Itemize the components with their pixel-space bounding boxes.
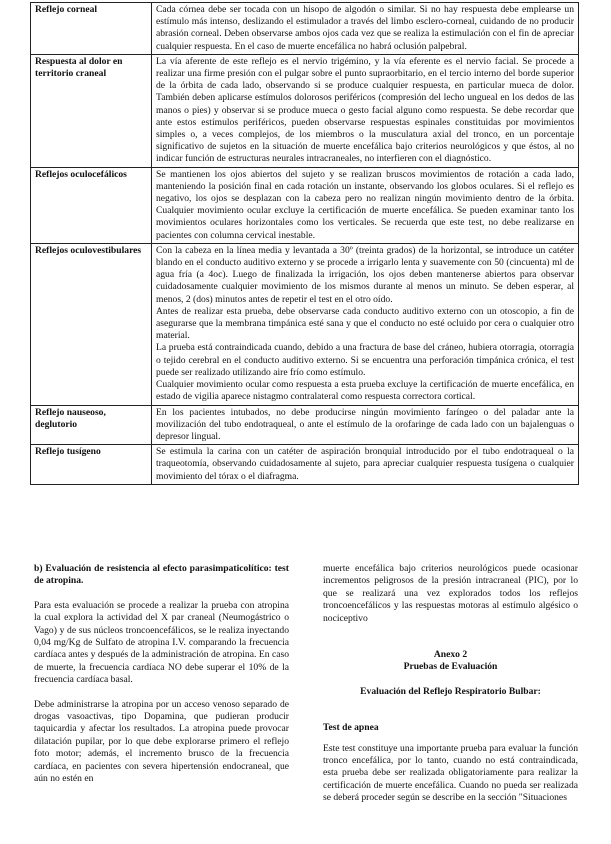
reflex-name: Reflejo nauseoso, deglutorio	[31, 405, 152, 445]
reflex-paragraph: Cualquier movimiento ocular como respuesta a esta prueba excluye la certificación de muerte encefálica, en estado de vigilia aparece nistagmo contralateral como respuesta correctora cortical.	[156, 379, 574, 403]
reflex-name: Reflejo corneal	[31, 3, 152, 55]
reflex-description	[152, 243, 579, 405]
reflex-name: Reflejos oculocefálicos	[31, 167, 152, 243]
reflex-paragraph: La vía aferente de este reflejo es el nervio trigémino, y la vía eferente es el nervio facial. Se procede a realizar una firme presión con el pulgar sobre el punto supraorbitario, en el tercio interno del borde superior de la órbita de cada lado, observando si se produce cualquier respuesta, en particular mueca de dolor. También deben aplicarse estímulos dolorosos periféricos (compresión del lecho ungueal en los dedos de las manos o pies) y observar si se produce mueca o gesto facial alguno como respuesta. Se debe recordar que ante estos estímulos periféricos, pueden observarse respuestas espinales constituidas por movimientos simples o, a veces complejos, de los miembros o la musculatura axial del tronco, en un porcentaje significativo de sujetos en la situación de muerte encefálica bajo criterios neurológicos y que éstos, al no indicar función de estructuras neurales intracraneales, no interfieren con el diagnóstico.	[156, 55, 574, 165]
body-paragraph: Debe administrarse la atropina por un acceso venoso separado de drogas vasoactivas, tipo Dopamina, que pudieran producir taquicardia y afectar los resultados. La atropina puede provocar dilatación pupilar, por lo que debe explorarse primero el reflejo foto motor; además, el incremento brusco de la frecuencia cardíaca, en pacientes con severa hipertensión endocraneal, que aún no estén en	[34, 698, 289, 785]
reflex-description	[152, 3, 579, 55]
table-row	[31, 3, 579, 55]
body-paragraph: Este test constituye una importante prueba para evaluar la función tronco encefálica, por lo tanto, cuando no está contraindicada, esta prueba debe ser realizada obligatoriamente para realizar la certificación de muerte encefálica. Cuando no pueda ser realizada se deberá proceder según se describe en la sección "Situaciones	[323, 742, 578, 804]
table-row	[31, 167, 579, 243]
reflex-paragraph: Cada córnea debe ser tocada con un hisopo de algodón o similar. Si no hay respuesta debe emplearse un estímulo más intenso, deslizando el estimulador a través del limbo esclero-corneal, cuidando de no producir abrasión corneal. Deben observarse ambos ojos cada vez que se realiza la estimulación con el fin de apreciar cualquier respuesta. En el caso de muerte encefálica no habrá oclusión palpebral.	[156, 4, 574, 52]
right-column	[323, 563, 578, 817]
body-paragraph: Para esta evaluación se procede a realizar la prueba con atropina la cual explora la actividad del X par craneal (Neumogástrico o Vago) y de sus núcleos troncoencefálicos, se le realiza inyectando 0,04 mg/Kg de Sulfato de atropina I.V. comparando la frecuencia cardíaca antes y después de la administración de atropina. En caso de muerte, la frecuencia cardíaca NO debe superar el 10% de la frecuencia cardíaca basal.	[34, 599, 289, 686]
reflex-paragraph: Se estimula la carina con un catéter de aspiración bronquial introducido por el tubo endotraqueal o la traqueotomía, observando cuidadosamente al sujeto, para apreciar cualquier respuesta tusígena o cualquier movimiento del tórax o el diafragma.	[156, 446, 574, 482]
table-row	[31, 405, 579, 445]
reflex-table	[30, 2, 579, 485]
annex-subtitle: Pruebas de Evaluación	[403, 661, 498, 673]
reflex-paragraph: La prueba está contraindicada cuando, debido a una fractura de base del cráneo, hubiera otorragia, otorragia o tejido cerebral en el conducto auditivo externo. Si se encuentra una perforación timpánica crónica, el test puede ser realizado utilizando aire frío como estímulo.	[156, 342, 574, 378]
reflex-description	[152, 167, 579, 243]
table-row	[31, 54, 579, 167]
reflex-name: Respuesta al dolor en territorio craneal	[31, 54, 152, 167]
reflex-paragraph: Se mantienen los ojos abiertos del sujeto y se realizan bruscos movimientos de rotación a cada lado, manteniendo la posición final en cada rotación un instante, observando los globos oculares. Si el reflejo es negativo, los ojos se desplazan con la cabeza pero no realizan ningún movimiento dentro de la órbita. Cualquier movimiento ocular excluye la certificación de muerte encefálica. Se pueden examinar tanto los movimientos oculares horizontales como los verticales. Se recuerda que este test, no debe realizarse en pacientes con columna cervical inestable.	[156, 168, 574, 241]
reflex-name: Reflejos oculovestibulares	[31, 243, 152, 405]
body-paragraph: muerte encefálica bajo criterios neurológicos puede ocasionar incrementos peligrosos de la presión intracraneal (PIC), por lo que se realizará una vez explorados todos los reflejos troncoencefálicos y las respuestas motoras al estímulo algésico o nociceptivo	[323, 563, 578, 624]
left-column	[34, 563, 289, 798]
reflex-name: Reflejo tusígeno	[31, 445, 152, 485]
reflex-paragraph: Antes de realizar esta prueba, debe observarse cada conducto auditivo externo con un otoscopio, a fin de asegurarse que la membrana timpánica esté sana y que el conducto no esté ocluido por cera o cualquier otro material.	[156, 305, 574, 342]
section-title: Evaluación del Reflejo Respiratorio Bulbar:	[360, 685, 541, 697]
reflex-paragraph: En los pacientes intubados, no debe producirse ningún movimiento faríngeo o del paladar ante la movilización del tubo endotraqueal, o ante el estímulo de la orofaringe de cada lado con un bajalenguas o depresor lingual.	[156, 406, 574, 442]
annex-title: Anexo 2	[433, 649, 468, 661]
reflex-paragraph: Con la cabeza en la línea media y levantada a 30º (treinta grados) de la horizontal, se introduce un catéter blando en el conducto auditivo externo y se procede a irrigarlo lenta y suavemente con 50 (cincuenta) ml de agua fría (a 4oc). Luego de finalizada la irrigación, los ojos deben mantenerse abiertos para observar cuidadosamente cualquier movimiento de los mismos durante al menos un minuto. Se deben esperar, al menos, 2 (dos) minutos antes de repetir el test en el otro oído.	[156, 244, 574, 305]
atropine-test-heading: b) Evaluación de resistencia al efecto parasimpaticolítico: test de atropina.	[34, 563, 289, 587]
table-row	[31, 445, 579, 485]
reflex-description	[152, 445, 579, 485]
apnea-test-heading: Test de apnea	[323, 722, 379, 734]
reflex-description	[152, 54, 579, 167]
table-row	[31, 243, 579, 405]
reflex-description	[152, 405, 579, 445]
